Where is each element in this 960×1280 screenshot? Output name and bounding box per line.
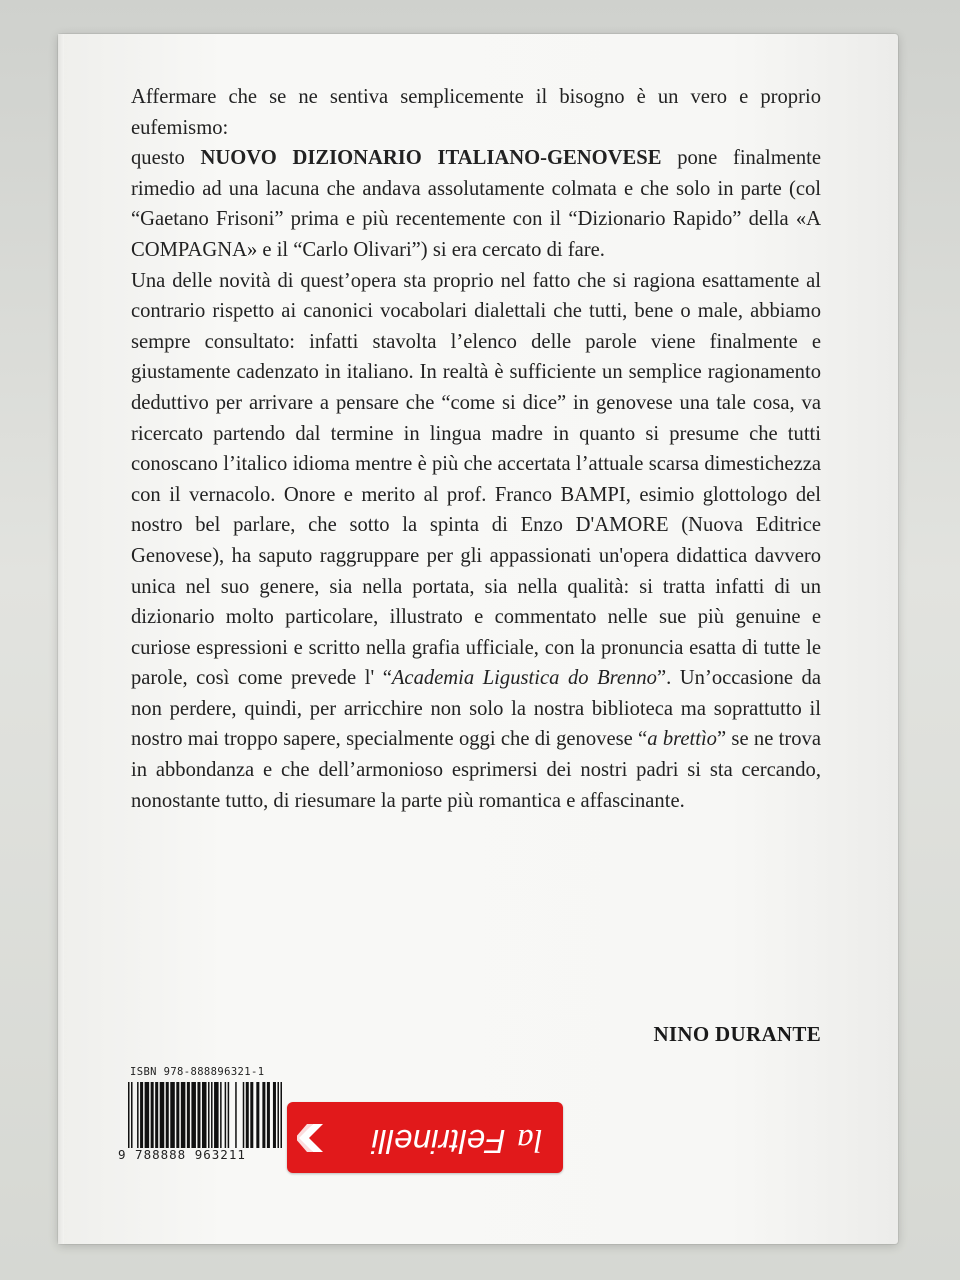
sticker-brand [371, 1121, 543, 1160]
barcode-bar [145, 1082, 150, 1148]
feltrinelli-sticker [287, 1102, 563, 1173]
barcode-bar [256, 1082, 259, 1148]
barcode-bar [187, 1082, 190, 1148]
barcode-bar [191, 1082, 196, 1148]
author-signature: NINO DURANTE [653, 1022, 821, 1046]
barcode-bar [166, 1082, 169, 1148]
book-back-cover [58, 34, 898, 1244]
barcode-bar [243, 1082, 245, 1148]
academia-name: Academia Ligustica do Brenno [391, 667, 657, 690]
barcode-bar [131, 1082, 133, 1148]
barcode-bar [250, 1082, 253, 1148]
blurb-paragraph-2-part-1: Una delle novità di quest’opera sta proprio nel fatto che si ragiona esattamente al contrario rispetto ai canonici vocabolari dialettali che tutti, bene o male, abbiamo sempre consultato: infatti stavolta l’elenco delle parole viene finalmente e giustamente cadenzato in italiano. In realtà è sufficiente un semplice ragionamento deduttivo per arrivare a pensare che “come si dice” in genovese una tale cosa, va ricercato partendo dal termine in lingua madre in quanto si presume che tutti conoscano l’italico idioma mentre è più che accertata l’attuale scarsa dimestichezza con il vernacolo. Onore e merito al prof. Franco BAMPI, esimio glottologo del nostro bel parlare, che sotto la spinta di Enzo D'AMORE (Nuova Editrice Genovese), ha saputo raggruppare per gli appassionati un'opera didattica davvero unica nel suo genere, sia nella portata, sia nella qualità: si tratta infatti di un dizionario molto particolare, illustrato e commentato nelle sue più genuine e curiose espressioni e scritto nella grafia ufficiale, con la pronuncia esatta di tutte le parole, così come prevede l' “ [131, 269, 821, 690]
barcode-bar [151, 1082, 154, 1148]
barcode-bar [176, 1082, 179, 1148]
barcode-bar [225, 1082, 227, 1148]
barcode-bar [202, 1082, 207, 1148]
blurb-paragraph-2-part-3: ” se ne trova in abbondanza e che dell’armonioso esprimersi dei nostri padri si sta cercando, nonostante tutto, di riesumare la parte più romantica e affascinante. [131, 728, 821, 812]
cover-edge [58, 34, 64, 1244]
blurb-intro: Affermare che se ne sentiva semplicemente il bisogno è un vero e proprio eufemismo: [131, 86, 821, 139]
barcode-bar [214, 1082, 219, 1148]
isbn-label: ISBN 978-888896321-1 [130, 1066, 265, 1078]
barcode-bar [160, 1082, 165, 1148]
barcode-bar [246, 1082, 249, 1148]
sticker-brand-prefix: la [516, 1122, 543, 1158]
barcode-bar [280, 1082, 282, 1148]
sticker-brand-name: Feltrinelli [371, 1123, 506, 1160]
barcode-bar [211, 1082, 213, 1148]
barcode-bar [137, 1082, 139, 1148]
barcode-bar [140, 1082, 143, 1148]
barcode-bar [128, 1082, 130, 1148]
a-brettio-phrase: a brettìo [647, 728, 717, 751]
barcode-bar [262, 1082, 265, 1148]
sticker-logo [287, 1102, 563, 1173]
barcode-bar [228, 1082, 230, 1148]
blurb-paragraph-2-part-2: ”. Un’occasione da non perdere, quindi, per arricchire non solo la nostra biblioteca ma soprattutto il nostro mai troppo sapere, specialmente oggi che di genovese “ [131, 667, 821, 751]
blurb-questo: questo [131, 147, 201, 170]
barcode-bar [208, 1082, 210, 1148]
barcode-bar [220, 1082, 222, 1148]
barcode-bar [170, 1082, 175, 1148]
barcode-bar [267, 1082, 270, 1148]
blurb-paragraph-1-rest: pone finalmente rimedio ad una lacuna che andava assolutamente colmata e che solo in parte (col “Gaetano Frisoni” prima e più recentemente con il “Dizionario Rapido” della «A COMPAGNA» e il “Carlo Olivari”) si era cercato di fare. [131, 147, 822, 261]
barcode-bar [155, 1082, 158, 1148]
feltrinelli-arrow-icon [297, 1121, 325, 1155]
blurb-paragraph-1 [131, 82, 821, 266]
book-title: NUOVO DIZIONARIO ITALIANO-GENOVESE [200, 147, 662, 170]
barcode [128, 1082, 282, 1148]
blurb-paragraph-2 [131, 266, 821, 817]
barcode-bar [273, 1082, 276, 1148]
barcode-digits: 9 788888 963211 [118, 1147, 246, 1162]
barcode-bar [181, 1082, 186, 1148]
barcode-bars [128, 1082, 282, 1148]
blurb-text [131, 82, 821, 816]
barcode-bar [235, 1082, 237, 1148]
barcode-bar [197, 1082, 200, 1148]
barcode-bar [277, 1082, 279, 1148]
